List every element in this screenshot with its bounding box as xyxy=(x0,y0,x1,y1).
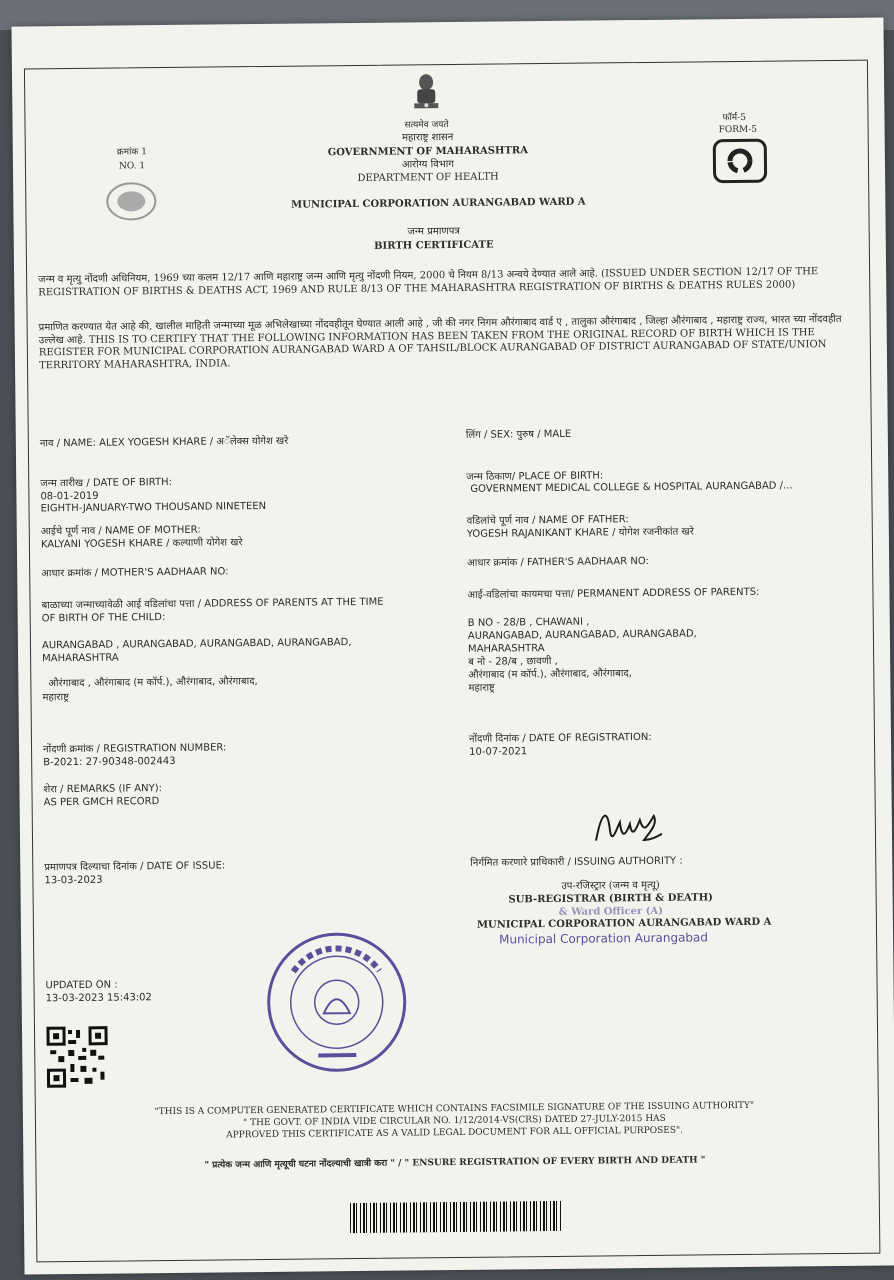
issuing-authority-label: निर्गमित करणारे प्राधिकारी / ISSUING AUTHORITY : xyxy=(470,855,683,869)
sex-value: पुरुष / MALE xyxy=(516,428,572,441)
name-value: ALEX YOGESH KHARE / अॅलेक्स योगेश खरे xyxy=(99,435,289,449)
birth-address-mr-2: महाराष्ट्र xyxy=(42,692,69,704)
updated-on-label: UPDATED ON : xyxy=(45,979,118,992)
qr-code-icon xyxy=(46,1026,109,1089)
updated-on-value: 13-03-2023 15:43:02 xyxy=(45,992,152,1005)
footer-line-2: " THE GOVT. OF INDIA VIDE CIRCULAR NO. 1/12/2014-VS(CRS) DATED 27-JULY-2015 HAS xyxy=(243,1113,666,1129)
form-marathi: फॉर्म-5 xyxy=(722,112,746,124)
father-value: YOGESH RAJANIKANT KHARE / योगेश रजनीकांत खरे xyxy=(466,526,694,540)
stamp-text-2: Municipal Corporation Aurangabad xyxy=(499,930,709,947)
sub-registrar-marathi: उप-रजिस्ट्रार (जन्म व मृत्यू) xyxy=(561,879,660,892)
title-marathi: जन्म प्रमाणपत्र xyxy=(407,225,460,238)
issued-under-paragraph: जन्म व मृत्यु नोंदणी अधिनियम, 1969 च्या कलम 12/17 आणि महाराष्ट्र जन्म आणि मृत्यु नोंदणी नियम, 2000 चे नियम 8/13 अन्वये देण्यात आले आहे. (ISSUED UNDER SECTION 12/17 OF THE REGISTRATION OF BIRTHS & DEATHS ACT, 1969 AND RULE 8/13 OF THE MAHARASHTRA REGISTRATION OF BIRTHS & DEATHS RULES 2000) xyxy=(38,266,819,298)
birth-address-en-2: MAHARASHTRA xyxy=(42,652,119,665)
dob-value: 08-01-2019 xyxy=(40,490,99,503)
corporation-name: MUNICIPAL CORPORATION AURANGABAD WARD A xyxy=(291,196,586,211)
father-label: वडिलांचे पूर्ण नाव / NAME OF FATHER: xyxy=(466,514,629,527)
issue-date-value: 13-03-2023 xyxy=(44,874,103,887)
seal-icon xyxy=(105,181,157,222)
permanent-address-mr-2: औरंगाबाद (म कॉर्प.), औरंगाबाद, औरंगाबाद, xyxy=(468,668,632,681)
remarks-value: AS PER GMCH RECORD xyxy=(43,796,160,809)
dob-words: EIGHTH-JANUARY-TWO THOUSAND NINETEEN xyxy=(40,500,267,515)
father-aadhaar-label: आधार क्रमांक / FATHER'S AADHAAR NO: xyxy=(467,555,649,569)
krmank-label: क्रमांक 1 xyxy=(116,147,147,158)
permanent-address-mr-1: ब नो - 28/ब , छावणी , xyxy=(468,655,558,668)
birth-address-label-1: बाळाच्या जन्माच्यावेळी आई वडिलांचा पत्ता / ADDRESS OF PARENTS AT THE TIME xyxy=(41,596,384,612)
footer-line-1: "THIS IS A COMPUTER GENERATED CERTIFICATE WHICH CONTAINS FACSIMILE SIGNATURE OF THE ISSUING AUTHORITY" xyxy=(154,1100,755,1118)
footer-slogan: " प्रत्येक जन्म आणि मृत्यूची घटना नोंदल्याची खात्री करा " / " ENSURE REGISTRATION OF EVERY BIRTH AND DEATH " xyxy=(204,1155,706,1171)
govt-english: GOVERNMENT OF MAHARASHTRA xyxy=(327,145,528,159)
birth-certificate xyxy=(11,17,894,1274)
permanent-address-mr-3: महाराष्ट्र xyxy=(468,682,495,694)
form-english: FORM-5 xyxy=(718,124,758,136)
mother-value: KALYANI YOGESH KHARE / कल्याणी योगेश खरे xyxy=(40,537,243,551)
registration-number-value: B-2021: 27-90348-002443 xyxy=(43,755,176,769)
national-emblem-icon xyxy=(408,72,444,118)
dept-marathi: आरोग्य विभाग xyxy=(401,158,455,171)
permanent-address-en-1: B NO - 28/B , CHAWANI , xyxy=(467,616,590,629)
no-label: NO. 1 xyxy=(118,161,146,172)
emblem-caption: सत्यमेव जयते xyxy=(404,120,449,131)
permanent-address-en-3: MAHARASHTRA xyxy=(467,643,545,655)
mother-label: आईचे पूर्ण नाव / NAME OF MOTHER: xyxy=(40,524,201,538)
sub-registrar-english: SUB-REGISTRAR (BIRTH & DEATH) xyxy=(508,892,713,906)
birth-address-label-2: OF BIRTH OF THE CHILD: xyxy=(41,612,166,625)
title-english: BIRTH CERTIFICATE xyxy=(374,239,494,252)
barcode xyxy=(350,1201,562,1233)
registration-number-label: नोंदणी क्रमांक / REGISTRATION NUMBER: xyxy=(43,742,227,756)
dob-label: जन्म तारीख / DATE OF BIRTH: xyxy=(40,476,173,490)
birth-address-mr-1: औरंगाबाद , औरंगाबाद (म कॉर्प.), औरंगाबाद, औरंगाबाद, xyxy=(48,676,258,690)
pob-value: GOVERNMENT MEDICAL COLLEGE & HOSPITAL AURANGABAD /... xyxy=(470,480,793,495)
registration-date-label: नोंदणी दिनांक / DATE OF REGISTRATION: xyxy=(468,731,652,745)
authority-corporation: MUNICIPAL CORPORATION AURANGABAD WARD A xyxy=(476,916,772,931)
signature-image xyxy=(588,800,669,857)
birth-address-en-1: AURANGABAD , AURANGABAD, AURANGABAD, AURANGABAD, xyxy=(41,637,352,652)
permanent-address-en-2: AURANGABAD, AURANGABAD, AURANGABAD, xyxy=(467,628,697,642)
certify-paragraph: प्रमाणित करण्यात येत आहे की, खालील माहिती जन्माच्या मूळ अभिलेखाच्या नोंदवहीतून घेण्यात आली आहे , जी की नगर निगम औरंगाबाद वार्ड ए , तालुका औरंगाबाद , जिल्हा औरंगाबाद , महाराष्ट्र राज्य, भारत च्या नोंदवहीत उल्लेख आहे. THIS IS TO CERTIFY THAT THE FOLLOWING INFORMATION HAS BEEN TAKEN FROM THE ORIGINAL RECORD OF BIRTH WHICH IS THE REGISTER FOR MUNICIPAL CORPORATION AURANGABAD WARD A OF TAHSIL/BLOCK AURANGABAD OF DISTRICT AURANGABAD OF STATE/UNION TERRITORY MAHARASHTRA, INDIA. xyxy=(38,313,842,371)
municipal-stamp-icon xyxy=(263,928,411,1076)
govt-marathi: महाराष्ट्र शासन xyxy=(401,131,454,144)
mother-aadhaar-label: आधार क्रमांक / MOTHER'S AADHAAR NO: xyxy=(41,566,229,580)
dept-english: DEPARTMENT OF HEALTH xyxy=(357,171,499,184)
issue-date-label: प्रमाणपत्र दिल्याचा दिनांक / DATE OF ISSUE: xyxy=(44,860,226,874)
sex-label: लिंग / SEX: xyxy=(465,429,514,441)
registration-date-value: 10-07-2021 xyxy=(469,746,528,758)
pob-label: जन्म ठिकाण/ PLACE OF BIRTH: xyxy=(466,470,604,483)
remarks-label: शेरा / REMARKS (IF ANY): xyxy=(43,783,163,796)
footer-line-3: APPROVED THIS CERTIFICATE AS A VALID LEGAL DOCUMENT FOR ALL OFFICIAL PURPOSES". xyxy=(226,1125,684,1141)
stamp-text-1: & Ward Officer (A) xyxy=(558,905,663,918)
permanent-address-label: आई-वडिलांचा कायमचा पत्ता/ PERMANENT ADDRESS OF PARENTS: xyxy=(467,586,760,601)
crs-logo-icon xyxy=(713,139,767,184)
name-label: नाव / NAME: xyxy=(39,437,96,450)
